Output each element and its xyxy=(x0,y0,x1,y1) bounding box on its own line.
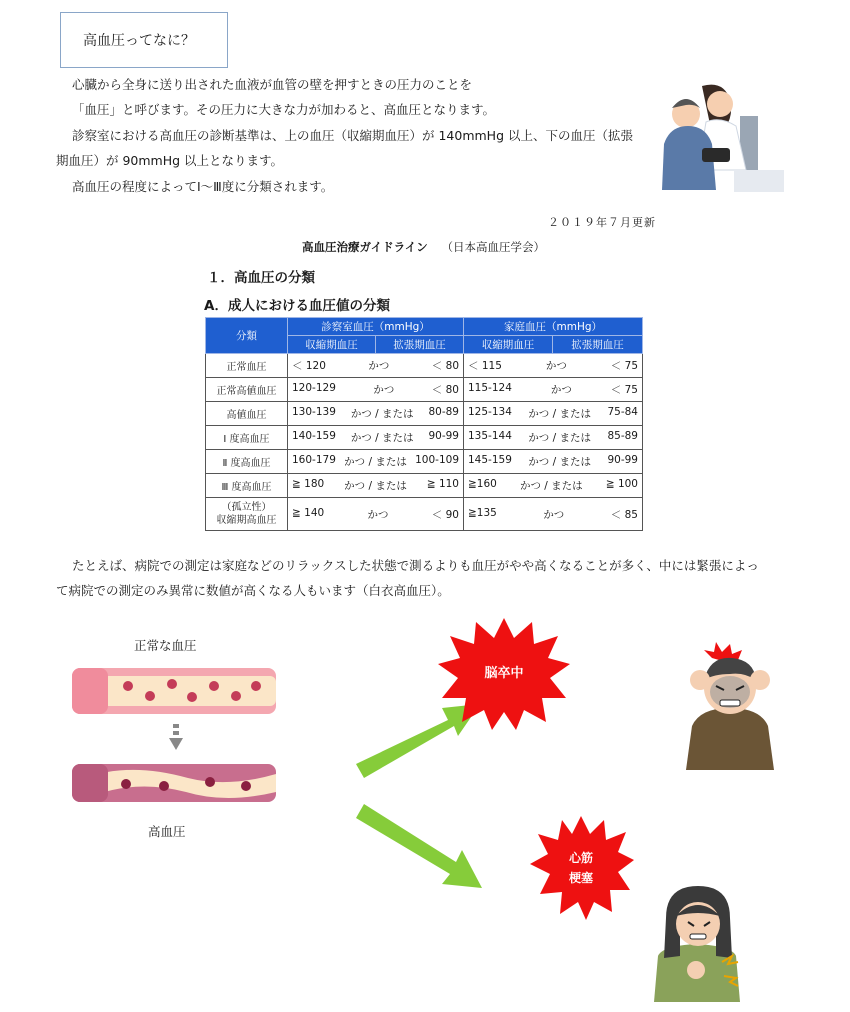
home-dia: ＜ 85 xyxy=(610,508,638,521)
home-dia: 90-99 xyxy=(607,454,638,466)
home-sys: 125-134 xyxy=(468,406,512,418)
stroke-burst xyxy=(436,616,572,732)
row-class: 高値血圧 xyxy=(206,402,288,426)
office-dia: ＜ 80 xyxy=(431,360,459,372)
table-row xyxy=(206,402,643,426)
office-sys: ≧ 140 xyxy=(292,506,325,519)
home-dia: ＜ 75 xyxy=(610,384,638,396)
office-conj: かつ xyxy=(368,360,390,372)
update-date: ２０１９年７月更新 xyxy=(548,216,656,229)
home-conj: かつ xyxy=(550,384,572,396)
office-systolic-header: 収縮期血圧 xyxy=(288,336,376,354)
burst-mi-label-2: 梗塞 xyxy=(568,871,593,885)
home-conj: かつ / または xyxy=(519,480,583,492)
home-conj: かつ xyxy=(545,360,567,372)
office-conj: かつ / または xyxy=(350,408,414,420)
home-dia: ＜ 75 xyxy=(610,360,638,372)
high-bp-vessel-icon xyxy=(68,760,280,806)
home-sys: ≧160 xyxy=(468,478,497,490)
burst-mi-label-1: 心筋 xyxy=(568,851,593,865)
office-sys: 160-179 xyxy=(292,454,336,466)
home-sys: ＜ 115 xyxy=(468,360,502,372)
row-class: Ⅰ 度高血圧 xyxy=(206,426,288,450)
home-conj: かつ / または xyxy=(528,456,592,468)
office-dia: 100-109 xyxy=(415,454,459,466)
intro-line-1: 心臓から全身に送り出された血液が血管の壁を押すときの圧力のことを xyxy=(72,77,473,92)
office-sys: 130-139 xyxy=(292,406,336,418)
home-dia: 85-89 xyxy=(607,430,638,442)
office-sys: ＜ 120 xyxy=(292,360,326,372)
table-row xyxy=(206,378,643,402)
table-row xyxy=(206,354,643,378)
office-conj: かつ / または xyxy=(350,432,414,444)
table-row xyxy=(206,426,643,450)
arrow-down-right-icon xyxy=(352,800,492,900)
para2-line-1: たとえば、病院での測定は家庭などのリラックスした状態で測るよりも血圧がやや高くなることが多く、中には緊張によっ xyxy=(72,558,759,573)
office-diastolic-header: 拡張期血圧 xyxy=(376,336,464,354)
headache-person-illustration xyxy=(676,640,786,772)
home-dia: 75-84 xyxy=(607,406,638,418)
down-arrow-icon xyxy=(168,724,184,752)
home-diastolic-header: 拡張期血圧 xyxy=(553,336,643,354)
office-conj: かつ / または xyxy=(344,456,407,468)
table-row xyxy=(206,474,643,498)
home-sys: 135-144 xyxy=(468,430,512,442)
guideline-caption xyxy=(302,239,545,255)
home-sys: 145-159 xyxy=(468,454,512,466)
table-row xyxy=(206,498,643,531)
para2-line-2: て病院での測定のみ異常に数値が高くなる人もいます（白衣高血圧）。 xyxy=(56,583,450,598)
bp-classification-table xyxy=(205,317,643,531)
office-conj: かつ xyxy=(367,508,389,521)
intro-line-3: 診察室における高血圧の診断基準は、上の血圧（収縮期血圧）が 140mmHg 以上、下の血圧（拡張 xyxy=(72,128,633,143)
home-dia: ≧ 100 xyxy=(605,478,638,490)
row-class: Ⅱ 度高血圧 xyxy=(206,450,288,474)
heading-classification: １．高血圧の分類 xyxy=(207,270,315,286)
intro-line-2: 「血圧」と呼びます。その圧力に大きな力が加わると、高血圧となります。 xyxy=(72,102,496,117)
home-conj: かつ / または xyxy=(528,408,592,420)
normal-vessel-icon xyxy=(68,664,280,718)
infarction-burst xyxy=(526,814,636,922)
office-dia: ≧ 110 xyxy=(426,478,459,490)
home-conj: かつ / または xyxy=(528,432,592,444)
row-class: Ⅲ 度高血圧 xyxy=(206,474,288,498)
home-systolic-header: 収縮期血圧 xyxy=(464,336,553,354)
office-sys: 140-159 xyxy=(292,430,336,442)
office-dia: ＜ 80 xyxy=(431,384,459,396)
label-normal-bp: 正常な血圧 xyxy=(134,638,197,653)
home-sys: 115-124 xyxy=(468,382,512,394)
table-row xyxy=(206,450,643,474)
col-home-header: 家庭血圧（mmHg） xyxy=(464,318,643,336)
page-title: 高血圧ってなに？ xyxy=(60,12,228,68)
office-sys: ≧ 180 xyxy=(292,478,325,490)
label-high-bp: 高血圧 xyxy=(148,824,186,839)
table-header-row xyxy=(206,318,643,336)
office-dia: 80-89 xyxy=(428,406,459,418)
office-sys: 120-129 xyxy=(292,382,336,394)
office-conj: かつ xyxy=(373,384,395,396)
row-class: （孤立性） 収縮期高血圧 xyxy=(206,498,288,531)
office-dia: ＜ 90 xyxy=(431,508,459,521)
chest-pain-person-illustration xyxy=(652,886,748,1002)
guideline-org: （日本高血圧学会） xyxy=(441,240,545,254)
office-conj: かつ / または xyxy=(344,480,407,492)
row-class: 正常高値血圧 xyxy=(206,378,288,402)
doctor-patient-illustration xyxy=(662,78,788,196)
burst-stroke-label: 脳卒中 xyxy=(484,666,524,681)
intro-line-4: 期血圧）が 90mmHg 以上となります。 xyxy=(56,153,284,168)
intro-line-5: 高血圧の程度によってⅠ～Ⅲ度に分類されます。 xyxy=(72,179,334,194)
guideline-name: 高血圧治療ガイドライン xyxy=(302,240,428,254)
office-dia: 90-99 xyxy=(428,430,459,442)
heading-adult-bp: A．成人における血圧値の分類 xyxy=(204,298,390,314)
col-office-header: 診察室血圧（mmHg） xyxy=(288,318,464,336)
home-conj: かつ xyxy=(543,508,565,521)
home-sys: ≧135 xyxy=(468,506,497,519)
col-class-header: 分類 xyxy=(206,318,288,354)
row-class: 正常血圧 xyxy=(206,354,288,378)
